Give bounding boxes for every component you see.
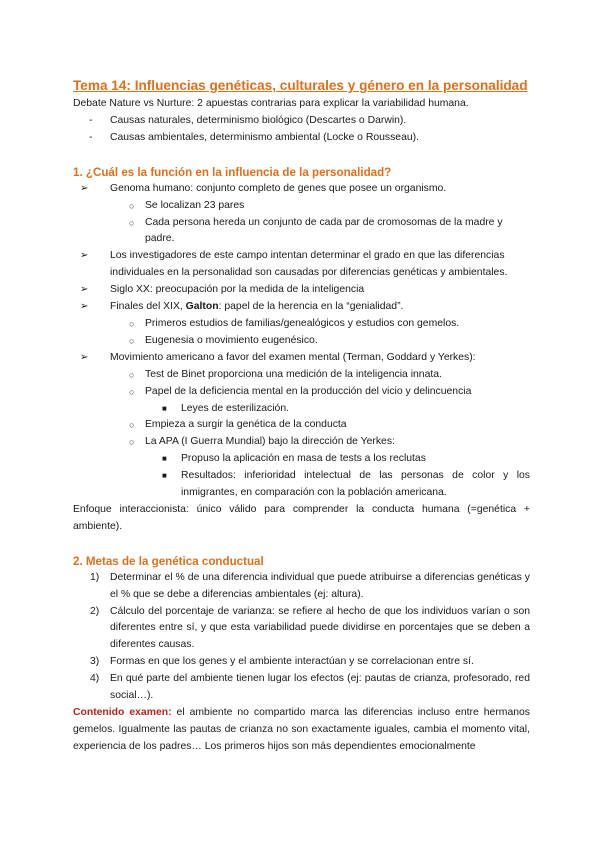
bullet-text [110, 299, 530, 316]
sub-bullet-text: Primeros estudios de familias/genealógicos y estudios con gemelos. [145, 317, 460, 329]
sub-bullet-text: Eugenesia o movimiento eugenésico. [145, 334, 318, 346]
square-bullet-icon: ■ [162, 471, 167, 481]
sub-sub-bullet-text: Leyes de esterilización. [181, 402, 290, 414]
exam-text: el ambiente no compartido marca las diferencias incluso entre hermanos gemelos. Igualmente las pautas de crianza no son exactamente iguales, cambia el momento vital, experiencia de los padres… Los primeros hijos son más dependientes emocionalmente [73, 707, 530, 752]
exam-note [73, 705, 530, 756]
intro-text: Debate Nature vs Nurture: 2 apuestas contrarias para explicar la variabilidad humana. [73, 98, 469, 109]
sub-bullet [73, 417, 530, 434]
circle-bullet-icon: ○ [129, 335, 135, 346]
bullet-text: Los investigadores de este campo intentan determinar el grado en que las diferencias individuales en la personalidad son causadas por diferencias genéticas y ambientales. [110, 250, 508, 279]
bullet-text: Genoma humano: conjunto completo de genes que posee un organismo. [110, 182, 447, 194]
section-1-bullet-movimiento [73, 350, 530, 367]
intro-item-2 [73, 130, 530, 147]
item-number: 2) [90, 605, 100, 617]
sub-bullet [73, 384, 530, 401]
sub-sub-bullet [73, 468, 530, 502]
sub-bullet [73, 367, 530, 384]
section-1-heading: 1. ¿Cuál es la función en la influencia de la personalidad? [73, 165, 392, 179]
numbered-item [73, 570, 530, 604]
section-1-bullet-genoma [73, 181, 530, 198]
circle-bullet-icon: ○ [129, 386, 135, 397]
circle-bullet-icon: ○ [129, 217, 135, 228]
intro-item-text: Causas ambientales, determinismo ambiental (Locke o Rousseau). [110, 131, 419, 143]
circle-bullet-icon: ○ [129, 420, 135, 431]
square-bullet-icon: ■ [162, 454, 167, 464]
sub-sub-bullet [73, 401, 530, 418]
circle-bullet-icon: ○ [129, 200, 135, 211]
sub-bullet-text: La APA (I Guerra Mundial) bajo la dirección de Yerkes: [145, 436, 395, 448]
circle-bullet-icon: ○ [129, 437, 135, 448]
sub-sub-bullet-text: Propuso la aplicación en masa de tests a los reclutas [181, 453, 426, 465]
enfoque-text: Enfoque interaccionista: único válido para comprender la conducta humana (=genética + ambiente). [73, 503, 530, 532]
section-1-bullet-siglo-xx [73, 282, 530, 299]
sub-bullet-text: Empieza a surgir la genética de la conducta [145, 419, 347, 431]
dash-bullet-icon: - [89, 114, 93, 126]
sub-bullet-text: Papel de la deficiencia mental en la producción del vicio y delincuencia [145, 385, 472, 397]
sub-bullet [73, 215, 530, 249]
page-title: Tema 14: Influencias genéticas, culturales y género en la personalidad [73, 78, 528, 93]
item-text: Cálculo del porcentaje de varianza: se refiere al hecho de que los individuos varían o son diferentes entre sí, y que esta variabilidad puede dividirse en porcentajes que se deben a diferentes causas. [110, 605, 530, 651]
circle-bullet-icon: ○ [129, 318, 135, 329]
sub-bullet-text: Se localizan 23 pares [145, 199, 245, 211]
section-2-heading: 2. Metas de la genética conductual [73, 554, 264, 568]
section-1-bullet-galton [73, 299, 530, 316]
arrow-bullet-icon: ➢ [80, 182, 89, 194]
arrow-bullet-icon: ➢ [80, 250, 89, 262]
item-number: 4) [90, 673, 100, 685]
spacer [73, 536, 530, 553]
arrow-bullet-icon: ➢ [80, 351, 89, 363]
numbered-item [73, 654, 530, 671]
numbered-item [73, 604, 530, 655]
text-fragment: Finales del XIX, [110, 301, 186, 313]
item-text: Determinar el % de una diferencia individual que puede atribuirse a diferencias genéticas y el % que se debe a diferencias ambientales (ej: altura). [110, 571, 530, 600]
arrow-bullet-icon: ➢ [80, 301, 89, 313]
item-number: 3) [90, 656, 100, 668]
section-1-bullet-investigadores [73, 248, 530, 282]
sub-sub-bullet [73, 451, 530, 468]
sub-bullet [73, 316, 530, 333]
item-text: Formas en que los genes y el ambiente interactúan y se correlacionan entre sí. [110, 656, 474, 668]
sub-sub-bullet-text: Resultados: inferioridad intelectual de las personas de color y los inmigrantes, en comparación con la población americana. [181, 470, 530, 499]
item-number: 1) [90, 571, 100, 583]
numbered-item [73, 671, 530, 705]
bold-name: Galton [185, 301, 219, 313]
dash-bullet-icon: - [89, 131, 93, 143]
sub-bullet-text: Test de Binet proporciona una medición de la inteligencia innata. [145, 368, 442, 380]
bullet-text: Siglo XX: preocupación por la medida de la inteligencia [110, 284, 365, 296]
text-fragment: : papel de la herencia en la “genialidad”. [218, 301, 404, 313]
intro-item-text: Causas naturales, determinismo biológico (Descartes o Darwin). [110, 114, 407, 126]
arrow-bullet-icon: ➢ [80, 284, 89, 296]
square-bullet-icon: ■ [162, 403, 167, 413]
sub-bullet [73, 434, 530, 451]
sub-bullet-text: Cada persona hereda un conjunto de cada par de cromosomas de la madre y padre. [145, 216, 503, 245]
circle-bullet-icon: ○ [129, 369, 135, 380]
bullet-text: Movimiento americano a favor del examen mental (Terman, Goddard y Yerkes): [110, 351, 476, 363]
spacer [73, 147, 530, 164]
item-text: En qué parte del ambiente tienen lugar los efectos (ej: pautas de crianza, profesorado, red social…). [110, 673, 530, 702]
intro-item-1 [73, 113, 530, 130]
sub-bullet [73, 333, 530, 350]
exam-label: Contenido examen: [73, 707, 172, 718]
sub-bullet [73, 198, 530, 215]
